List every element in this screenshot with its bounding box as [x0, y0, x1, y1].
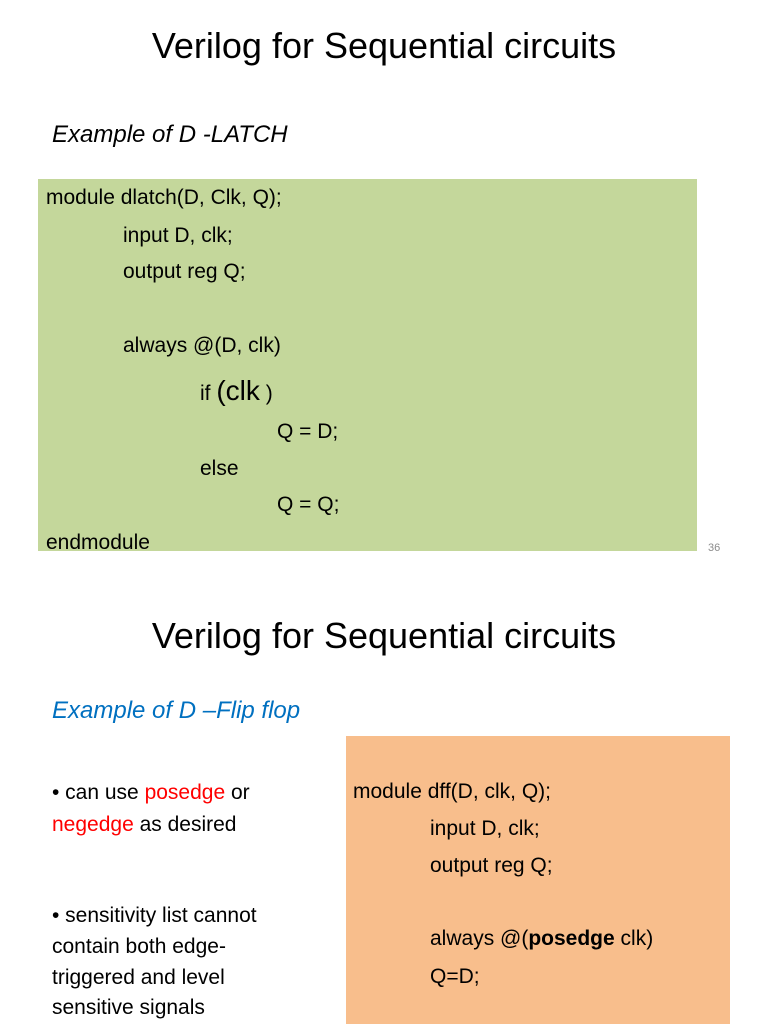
- always-suffix: clk): [614, 927, 654, 950]
- bullet-text: or: [225, 781, 250, 804]
- if-condition: (clk: [216, 375, 260, 406]
- latch-code-line: always @(D, clk): [123, 334, 281, 357]
- bullet-sensitivity-line: contain both edge-: [52, 935, 226, 958]
- page-number: 36: [708, 542, 721, 554]
- latch-code-line: input D, clk;: [123, 224, 233, 247]
- latch-code-if-line: [200, 375, 273, 407]
- bullet-text: • can use: [52, 781, 145, 804]
- dff-code-always-line: [430, 926, 653, 952]
- latch-code-line: output reg Q;: [123, 260, 246, 283]
- keyword-negedge: negedge: [52, 813, 134, 836]
- latch-code-line: Q = D;: [277, 420, 339, 443]
- bullet-posedge-line2: [52, 810, 237, 840]
- keyword-posedge: posedge: [144, 781, 226, 804]
- dff-code-line: module dff(D, clk, Q);: [353, 780, 552, 803]
- latch-code-line: Q = Q;: [277, 493, 340, 516]
- bullet-sensitivity-line: triggered and level: [52, 966, 225, 989]
- if-close-paren: ): [265, 382, 273, 405]
- latch-code-line: endmodule: [46, 531, 150, 554]
- dff-code-line: output reg Q;: [430, 854, 553, 877]
- slide1-title: Verilog for Sequential circuits: [151, 25, 617, 66]
- slide2-subtitle: Example of D –Flip flop: [52, 697, 301, 724]
- bullet-text: as desired: [133, 813, 237, 836]
- bullet-posedge-line1: [52, 778, 250, 808]
- dff-code-line: Q=D;: [430, 965, 480, 988]
- latch-code-line: else: [200, 457, 239, 480]
- slide1-subtitle: Example of D -LATCH: [52, 121, 288, 148]
- slide2-title: Verilog for Sequential circuits: [151, 615, 617, 656]
- if-keyword: if: [200, 382, 211, 405]
- keyword-posedge-bold: posedge: [528, 927, 615, 950]
- dff-code-line: input D, clk;: [430, 817, 540, 840]
- bullet-sensitivity-line: • sensitivity list cannot: [52, 904, 257, 927]
- bullet-sensitivity-line: sensitive signals: [52, 996, 205, 1019]
- always-prefix: always @(: [430, 927, 529, 950]
- latch-code-line: module dlatch(D, Clk, Q);: [46, 186, 282, 209]
